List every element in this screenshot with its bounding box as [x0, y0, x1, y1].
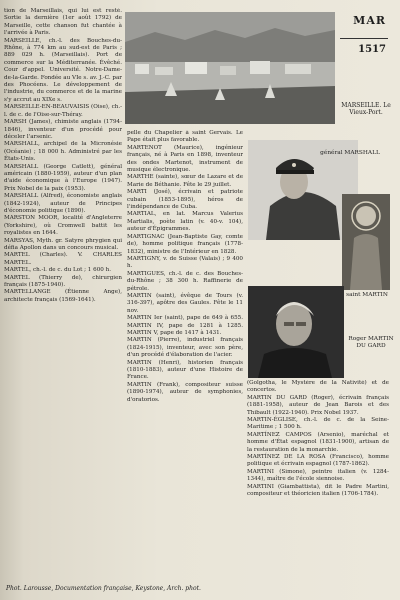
entry: MARTELLANGE (Étienne Ange), architecte français (1569-1641).: [4, 289, 122, 303]
saint-martin-image: [342, 194, 390, 290]
entry: MARTIN Ier (saint), pape de 649 à 655. MARTIN IV, pape de 1281 à 1285. MARTIN V, pape de 1417 à 1431.: [127, 315, 243, 336]
entry: MARTIN DU GARD (Roger), écrivain français (1881-1958), auteur de Jean Barois et des Thibault (1922-1940). Prix Nobel 1937.: [247, 394, 389, 416]
entry: MARTIGNY, v. de Suisse (Valais) ; 9 400 h.: [127, 255, 243, 270]
martin-du-gard-portrait: [248, 286, 344, 378]
entry: MARSH (James), chimiste anglais (1794-1846), inventeur d'un procédé pour déceler l'arsenic.: [4, 119, 122, 140]
entry: MARTINI (Simone), peintre italien (v. 1284-1344), maître de l'école siennoise.: [247, 468, 389, 483]
entry: MARTIN-ÉGLISE, ch.-l. de c. de la Seine-Maritime ; 1 500 h.: [247, 417, 389, 431]
entry: (Golgotha, le Mystère de la Nativité) et de concertos.: [247, 380, 389, 394]
harbor-illustration: [125, 12, 335, 124]
entry: MARSTON MOOR, localité d'Angleterre (Yorkshire), où Cromwell battit les royalistes en 1644.: [4, 215, 122, 237]
entry: MARSYAS, Myth. gr. Satyre phrygien qui défia Apollon dans un concours musical.: [4, 237, 122, 251]
entry: MARTÍNEZ CAMPOS (Arsenio), maréchal et homme d'État espagnol (1831-1900), artisan de la restauration de la monarchie.: [247, 431, 389, 453]
entry: MARTINI (Giambattista), dit le Padre Martini, compositeur et théoricien italien (1706-1784).: [247, 483, 389, 498]
entry: MARTEL (Charles). V. CHARLES MARTEL.: [4, 252, 122, 266]
martin-du-gard-caption: Roger MARTIN DU GARD: [348, 336, 394, 349]
right-column: [247, 380, 389, 584]
saint-martin-illustration: [342, 194, 390, 290]
entry: MARSEILLE-EN-BEAUVAISIS (Oise), ch.-l. de c. de l'Oise-sur-Théray.: [4, 104, 122, 118]
entry: MARTIN (Henri), historien français (1810-1883), auteur d'une Histoire de France.: [127, 359, 243, 381]
marseille-photo: [125, 12, 335, 124]
entry: tion de Marseillais, qui lui est resté. Sortie la dernière (1er août 1792) de Marseille, cette chanson fut chantée à l'arrivée à Paris.: [4, 8, 122, 37]
left-column: [4, 8, 122, 584]
entry: MARSEILLE, ch.-l. des Bouches-du-Rhône, à 774 km au sud-est de Paris ; 889 029 h. (Marseillais). Port de commerce sur la Méditerranée. Évêché. Cour d'appel. Université. Notre-Dame-de-la-Garde. Fondée au VIe s. av. J.-C. par des Phocéens. Le développement de l'industrie, du commerce et de la marine s'y accrut au XIXe s.: [4, 37, 122, 103]
entry: MARTHE (sainte), sœur de Lazare et de Marie de Béthanie. Fête le 29 juillet.: [127, 174, 243, 188]
marshall-caption: général MARSHALL: [320, 150, 380, 156]
middle-column: [127, 130, 243, 582]
entry: MARTIGNAC (Jean-Baptiste Gay, comte de), homme politique français (1778-1832), ministre de l'Intérieur en 1828.: [127, 233, 243, 255]
page-number: 1517: [358, 44, 386, 55]
saint-martin-caption: saint MARTIN: [346, 292, 388, 298]
running-head: MAR: [353, 14, 386, 27]
martin-du-gard-illustration: [248, 286, 344, 378]
marseille-caption: MARSEILLE. Le Vieux-Port.: [341, 102, 391, 116]
entry: MARTENOT (Maurice), ingénieur français, né à Paris en 1898, inventeur des ondes Martenot, instrument de musique électronique.: [127, 144, 243, 174]
entry: MARTEL (Thierry de), chirurgien français (1875-1940).: [4, 274, 122, 289]
entry: pelle du Chapelier à saint Gervais. Le Pape était plus favorable.: [127, 130, 243, 144]
entry: MARTIN (Frank), compositeur suisse (1890-1974), auteur de symphonies, d'oratorios.: [127, 381, 243, 403]
entry: MARTI (José), écrivain et patriote cubain (1853-1895), héros de l'indépendance de Cuba.: [127, 189, 243, 211]
header-rule: [340, 38, 388, 39]
entry: MARTIAL, en lat. Marcus Valerius Martialis, poète latin (v. 40-v. 104), auteur d'Épigrammes.: [127, 211, 243, 233]
entry: MARSHALL, archipel de la Micronésie (Océanie) ; 18 000 h. Administré par les États-Unis.: [4, 141, 122, 163]
entry: MARTIN (Pierre), industriel français (1824-1915), inventeur, avec son père, d'un procédé d'élaboration de l'acier.: [127, 337, 243, 359]
entry: MARTIGUES, ch.-l. de c. des Bouches-du-Rhône ; 38 300 h. Raffinerie de pétrole.: [127, 270, 243, 292]
photo-credit: Phot. Larousse, Documentation française, Keystone, Arch. phot.: [6, 585, 201, 592]
entry: MARSHALL (George Catlett), général américain (1880-1959), auteur d'un plan d'aide économique à l'Europe (1947). Prix Nobel de la paix (1953).: [4, 163, 122, 192]
entry: MARTEL, ch.-l. de c. du Lot ; 1 600 h.: [4, 267, 111, 274]
entry: MARSHALL (Alfred), économiste anglais (1842-1924), auteur de Principes d'économie politique (1890).: [4, 193, 122, 214]
entry: MARTIN (saint), évêque de Tours (v. 316-397), apôtre des Gaules. Fête le 11 nov.: [127, 292, 243, 314]
entry: MARTÍNEZ DE LA ROSA (Francisco), homme politique et écrivain espagnol (1787-1862).: [247, 454, 389, 468]
